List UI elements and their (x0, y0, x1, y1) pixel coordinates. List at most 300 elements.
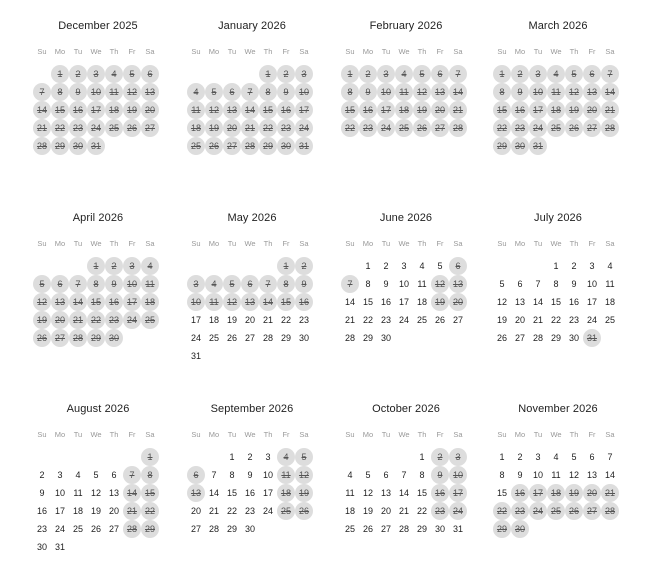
calendar-day[interactable]: 6 (111, 470, 117, 480)
calendar-day[interactable]: 16 (244, 488, 255, 498)
calendar-day-unavailable: 4 (277, 448, 295, 466)
weekday-label: We (550, 430, 562, 439)
calendar-day[interactable]: 25 (416, 315, 427, 325)
calendar-day[interactable]: 15 (496, 488, 507, 498)
calendar-day[interactable]: 23 (36, 524, 47, 534)
calendar-day-unavailable: 16 (359, 101, 377, 119)
calendar-day[interactable]: 13 (380, 488, 391, 498)
calendar-day[interactable]: 24 (54, 524, 65, 534)
calendar-day-unavailable: 7 (341, 275, 359, 293)
calendar-day[interactable]: 6 (589, 452, 595, 462)
calendar-day-unavailable: 7 (241, 83, 259, 101)
calendar-day[interactable]: 16 (568, 297, 579, 307)
weekday-label: Sa (145, 430, 155, 439)
calendar-day-unavailable: 27 (223, 137, 241, 155)
calendar-day[interactable]: 2 (247, 452, 253, 462)
calendar-day[interactable]: 29 (226, 524, 237, 534)
calendar-day[interactable]: 13 (514, 297, 525, 307)
calendar-day[interactable]: 20 (380, 506, 391, 516)
calendar-day[interactable]: 9 (39, 488, 45, 498)
calendar-day[interactable]: 10 (262, 470, 273, 480)
calendar-day[interactable]: 8 (229, 470, 235, 480)
calendar-day[interactable]: 26 (90, 524, 101, 534)
weekday-label: Tu (227, 47, 237, 56)
calendar-day[interactable]: 14 (398, 488, 409, 498)
calendar-day-unavailable: 5 (413, 65, 431, 83)
calendar-day-unavailable: 27 (583, 502, 601, 520)
calendar-day-unavailable: 2 (431, 448, 449, 466)
calendar-day[interactable]: 24 (190, 333, 201, 343)
calendar-day-unavailable: 1 (277, 257, 295, 275)
calendar-day[interactable]: 4 (607, 261, 613, 271)
calendar-day[interactable]: 7 (535, 279, 541, 289)
calendar-day[interactable]: 17 (262, 488, 273, 498)
calendar-day-unavailable: 5 (223, 275, 241, 293)
calendar-day[interactable]: 24 (262, 506, 273, 516)
calendar-day-unavailable: 21 (69, 311, 87, 329)
calendar-day[interactable]: 18 (416, 297, 427, 307)
calendar-day-unavailable: 16 (431, 484, 449, 502)
calendar-day-unavailable: 24 (449, 502, 467, 520)
calendar-day-unavailable: 18 (547, 484, 565, 502)
weekday-label: Tu (533, 47, 543, 56)
calendar-day-unavailable: 13 (449, 275, 467, 293)
calendar-day[interactable]: 5 (437, 261, 443, 271)
weekday-label: We (398, 430, 410, 439)
calendar-day[interactable]: 11 (417, 279, 427, 289)
calendar-day[interactable]: 22 (362, 315, 373, 325)
calendar-day[interactable]: 14 (532, 297, 543, 307)
calendar-day-unavailable: 19 (431, 293, 449, 311)
calendar-day[interactable]: 25 (208, 333, 219, 343)
weekday-label: Th (417, 239, 427, 248)
calendar-day-unavailable: 28 (449, 119, 467, 137)
calendar-day[interactable]: 31 (452, 524, 463, 534)
calendar-day-unavailable: 31 (295, 137, 313, 155)
calendar-day[interactable]: 25 (604, 315, 615, 325)
month-title: January 2026 (218, 20, 286, 32)
calendar-day-unavailable: 15 (259, 101, 277, 119)
weekday-label: We (550, 47, 562, 56)
calendar-day-unavailable: 13 (51, 293, 69, 311)
calendar-day-unavailable: 16 (69, 101, 87, 119)
weekday-label: Sa (453, 239, 463, 248)
calendar-day-unavailable: 23 (105, 311, 123, 329)
calendar-day[interactable]: 5 (365, 470, 371, 480)
calendar-day[interactable]: 2 (517, 452, 523, 462)
calendar-day[interactable]: 14 (208, 488, 219, 498)
calendar-day-unavailable: 22 (341, 119, 359, 137)
calendar-day-unavailable: 14 (123, 484, 141, 502)
calendar-day[interactable]: 4 (347, 470, 353, 480)
calendar-day-unavailable: 13 (223, 101, 241, 119)
calendar-day[interactable]: 21 (262, 315, 273, 325)
calendar-day[interactable]: 30 (434, 524, 445, 534)
weekday-label: Mo (54, 239, 66, 248)
calendar-day[interactable]: 4 (553, 452, 559, 462)
calendar-day[interactable]: 14 (344, 297, 355, 307)
calendar-day[interactable]: 27 (514, 333, 525, 343)
calendar-day[interactable]: 12 (90, 488, 101, 498)
calendar-day[interactable]: 22 (550, 315, 561, 325)
calendar-day[interactable]: 29 (280, 333, 291, 343)
calendar-day[interactable]: 21 (532, 315, 543, 325)
calendar-day[interactable]: 28 (532, 333, 543, 343)
calendar-day-unavailable: 18 (547, 101, 565, 119)
calendar-day[interactable]: 1 (419, 452, 425, 462)
calendar-day-unavailable: 21 (33, 119, 51, 137)
weekday-label: Mo (54, 47, 66, 56)
calendar-day-unavailable: 8 (87, 275, 105, 293)
calendar-day-unavailable: 9 (105, 275, 123, 293)
weekday-label: We (244, 47, 256, 56)
calendar-day[interactable]: 28 (398, 524, 409, 534)
calendar-day-unavailable: 13 (583, 83, 601, 101)
month-title: November 2026 (518, 403, 598, 415)
calendar-day[interactable]: 11 (605, 279, 615, 289)
calendar-day-unavailable: 30 (105, 329, 123, 347)
calendar-day-unavailable: 8 (277, 275, 295, 293)
calendar-day[interactable]: 15 (550, 297, 561, 307)
weekday-label: Tu (381, 239, 391, 248)
calendar-day-unavailable: 15 (141, 484, 159, 502)
calendar-day[interactable]: 15 (416, 488, 427, 498)
calendar-day[interactable]: 22 (226, 506, 237, 516)
calendar-day-unavailable: 19 (565, 101, 583, 119)
calendar-day-unavailable: 1 (51, 65, 69, 83)
calendar-day[interactable]: 19 (226, 315, 237, 325)
weekday-label: We (90, 430, 102, 439)
calendar-day-unavailable: 21 (123, 502, 141, 520)
calendar-day[interactable]: 12 (362, 488, 373, 498)
calendar-day[interactable]: 5 (499, 279, 505, 289)
calendar-day-unavailable: 12 (431, 275, 449, 293)
calendar-day[interactable]: 29 (362, 333, 373, 343)
calendar-day-unavailable: 2 (277, 65, 295, 83)
calendar-day-unavailable: 21 (449, 101, 467, 119)
calendar-day[interactable]: 8 (553, 279, 559, 289)
calendar-day[interactable]: 27 (380, 524, 391, 534)
calendar-day[interactable]: 20 (108, 506, 119, 516)
weekday-label: Su (497, 239, 507, 248)
calendar-day[interactable]: 24 (398, 315, 409, 325)
calendar-day-unavailable: 23 (431, 502, 449, 520)
calendar-day[interactable]: 1 (499, 452, 505, 462)
calendar-day-unavailable: 3 (87, 65, 105, 83)
calendar-day[interactable]: 21 (398, 506, 409, 516)
calendar-day[interactable]: 30 (568, 333, 579, 343)
calendar-day-unavailable: 29 (141, 520, 159, 538)
calendar-day-unavailable: 3 (123, 257, 141, 275)
calendar-day[interactable]: 30 (298, 333, 309, 343)
calendar-day-unavailable: 10 (295, 83, 313, 101)
calendar-day[interactable]: 5 (93, 470, 99, 480)
weekday-label: Mo (208, 239, 220, 248)
calendar-day[interactable]: 9 (383, 279, 389, 289)
calendar-day-unavailable: 10 (187, 293, 205, 311)
calendar-day-unavailable: 22 (87, 311, 105, 329)
calendar-day-unavailable: 22 (141, 502, 159, 520)
calendar-day[interactable]: 7 (401, 470, 407, 480)
calendar-day[interactable]: 30 (380, 333, 391, 343)
calendar-day-unavailable: 11 (277, 466, 295, 484)
calendar-day-unavailable: 2 (359, 65, 377, 83)
calendar-day[interactable]: 28 (344, 333, 355, 343)
calendar-day[interactable]: 7 (211, 470, 217, 480)
calendar-day-unavailable: 22 (493, 119, 511, 137)
calendar-day[interactable]: 20 (190, 506, 201, 516)
calendar-day[interactable]: 31 (54, 542, 65, 552)
calendar-day-unavailable: 10 (449, 466, 467, 484)
calendar-day-unavailable: 30 (277, 137, 295, 155)
weekday-label: Th (109, 430, 119, 439)
calendar-day-unavailable: 3 (187, 275, 205, 293)
calendar-day[interactable]: 30 (36, 542, 47, 552)
calendar-day[interactable]: 26 (226, 333, 237, 343)
calendar-day-unavailable: 15 (51, 101, 69, 119)
calendar-day[interactable]: 10 (586, 279, 597, 289)
calendar-day-unavailable: 1 (493, 65, 511, 83)
calendar-day[interactable]: 15 (362, 297, 373, 307)
calendar-day[interactable]: 8 (499, 470, 505, 480)
weekday-label: Su (497, 430, 507, 439)
calendar-day[interactable]: 23 (298, 315, 309, 325)
calendar-day-unavailable: 17 (377, 101, 395, 119)
calendar-day[interactable]: 18 (604, 297, 615, 307)
calendar-day-unavailable: 20 (449, 293, 467, 311)
month-title: May 2026 (227, 212, 277, 224)
calendar-day[interactable]: 17 (586, 297, 597, 307)
calendar-day-unavailable: 26 (33, 329, 51, 347)
calendar-day[interactable]: 29 (416, 524, 427, 534)
calendar-day[interactable]: 26 (362, 524, 373, 534)
calendar-day-unavailable: 11 (141, 275, 159, 293)
calendar-day-unavailable: 6 (431, 65, 449, 83)
calendar-day[interactable]: 30 (244, 524, 255, 534)
calendar-day[interactable]: 18 (344, 506, 355, 516)
calendar-day[interactable]: 25 (344, 524, 355, 534)
calendar-day-unavailable: 8 (341, 83, 359, 101)
calendar-day-unavailable: 7 (449, 65, 467, 83)
calendar-day-unavailable: 23 (69, 119, 87, 137)
calendar-day[interactable]: 26 (496, 333, 507, 343)
calendar-day[interactable]: 1 (365, 261, 371, 271)
month-title: September 2026 (210, 403, 294, 415)
weekday-label: Su (37, 239, 47, 248)
calendar-day-unavailable: 2 (69, 65, 87, 83)
calendar-day-unavailable: 14 (241, 101, 259, 119)
calendar-day[interactable]: 9 (517, 470, 523, 480)
calendar-day-unavailable: 31 (87, 137, 105, 155)
calendar-day-unavailable: 16 (105, 293, 123, 311)
calendar-day[interactable]: 25 (72, 524, 83, 534)
calendar-day[interactable]: 23 (244, 506, 255, 516)
weekday-label: Th (569, 430, 579, 439)
calendar-day[interactable]: 10 (398, 279, 409, 289)
calendar-day[interactable]: 3 (589, 261, 595, 271)
calendar-day[interactable]: 1 (553, 261, 559, 271)
calendar-day[interactable]: 21 (344, 315, 355, 325)
calendar-day-unavailable: 14 (449, 83, 467, 101)
calendar-day[interactable]: 18 (208, 315, 219, 325)
calendar-day[interactable]: 27 (244, 333, 255, 343)
weekday-label: We (398, 47, 410, 56)
calendar-day[interactable]: 4 (419, 261, 425, 271)
calendar-day[interactable]: 2 (383, 261, 389, 271)
weekday-label: Th (569, 239, 579, 248)
calendar-day[interactable]: 11 (73, 488, 83, 498)
weekday-label: Th (263, 47, 273, 56)
calendar-day-unavailable: 24 (87, 119, 105, 137)
weekday-label: Sa (453, 47, 463, 56)
weekday-label: Sa (605, 47, 615, 56)
calendar-day-unavailable: 19 (565, 484, 583, 502)
calendar-day[interactable]: 6 (517, 279, 523, 289)
calendar-day-unavailable: 25 (105, 119, 123, 137)
calendar-day-unavailable: 20 (583, 484, 601, 502)
calendar-day-unavailable: 29 (87, 329, 105, 347)
calendar-day-unavailable: 15 (341, 101, 359, 119)
calendar-day[interactable]: 21 (208, 506, 219, 516)
calendar-day[interactable]: 4 (75, 470, 81, 480)
calendar-day[interactable]: 17 (54, 506, 65, 516)
calendar-day[interactable]: 24 (586, 315, 597, 325)
calendar-day-unavailable: 22 (259, 119, 277, 137)
calendar-day-unavailable: 11 (105, 83, 123, 101)
calendar-day[interactable]: 22 (280, 315, 291, 325)
weekday-label: Su (191, 239, 201, 248)
calendar-day[interactable]: 20 (514, 315, 525, 325)
calendar-day[interactable]: 17 (398, 297, 409, 307)
calendar-day-unavailable: 25 (187, 137, 205, 155)
calendar-day[interactable]: 1 (229, 452, 235, 462)
calendar-day-unavailable: 4 (547, 65, 565, 83)
calendar-day-unavailable: 26 (295, 502, 313, 520)
calendar-day-unavailable: 28 (123, 520, 141, 538)
calendar-day-unavailable: 21 (241, 119, 259, 137)
calendar-day-unavailable: 9 (511, 83, 529, 101)
weekday-label: Mo (208, 47, 220, 56)
calendar-day-unavailable: 3 (295, 65, 313, 83)
weekday-label: Tu (73, 430, 83, 439)
calendar-day-unavailable: 13 (141, 83, 159, 101)
calendar-day[interactable]: 12 (568, 470, 579, 480)
calendar-day[interactable]: 19 (496, 315, 507, 325)
calendar-day[interactable]: 22 (416, 506, 427, 516)
calendar-day[interactable]: 9 (247, 470, 253, 480)
calendar-day[interactable]: 26 (434, 315, 445, 325)
calendar-day-unavailable: 4 (187, 83, 205, 101)
calendar-day-unavailable: 23 (277, 119, 295, 137)
calendar-day[interactable]: 28 (262, 333, 273, 343)
calendar-day[interactable]: 20 (244, 315, 255, 325)
calendar-day-unavailable: 6 (141, 65, 159, 83)
calendar-day[interactable]: 27 (452, 315, 463, 325)
calendar-day[interactable]: 13 (586, 470, 597, 480)
calendar-day[interactable]: 10 (54, 488, 65, 498)
calendar-day[interactable]: 19 (362, 506, 373, 516)
calendar-day-unavailable: 18 (395, 101, 413, 119)
calendar-day[interactable]: 7 (607, 452, 613, 462)
calendar-day-unavailable: 20 (51, 311, 69, 329)
calendar-day[interactable]: 8 (419, 470, 425, 480)
calendar-day-unavailable: 17 (123, 293, 141, 311)
weekday-label: Tu (73, 239, 83, 248)
calendar-day-unavailable: 5 (33, 275, 51, 293)
calendar-day[interactable]: 23 (568, 315, 579, 325)
calendar-day[interactable]: 31 (190, 351, 201, 361)
calendar-day-unavailable: 19 (205, 119, 223, 137)
calendar-day-unavailable: 23 (511, 502, 529, 520)
calendar-day[interactable]: 8 (365, 279, 371, 289)
calendar-day[interactable]: 3 (535, 452, 541, 462)
calendar-day[interactable]: 11 (345, 488, 355, 498)
calendar-day[interactable]: 2 (39, 470, 45, 480)
weekday-label: Sa (605, 430, 615, 439)
calendar-day[interactable]: 18 (72, 506, 83, 516)
calendar-day[interactable]: 29 (550, 333, 561, 343)
calendar-day[interactable]: 5 (571, 452, 577, 462)
weekday-label: Fr (282, 47, 290, 56)
calendar-day[interactable]: 11 (551, 470, 561, 480)
calendar-day-unavailable: 15 (87, 293, 105, 311)
calendar-day-unavailable: 4 (105, 65, 123, 83)
calendar-day-unavailable: 8 (141, 466, 159, 484)
calendar-day-unavailable: 24 (123, 311, 141, 329)
month-title: April 2026 (72, 212, 124, 224)
calendar-day[interactable]: 10 (532, 470, 543, 480)
calendar-day-unavailable: 2 (105, 257, 123, 275)
calendar-day[interactable]: 13 (108, 488, 119, 498)
calendar-day-unavailable: 11 (187, 101, 205, 119)
calendar-day-unavailable: 8 (51, 83, 69, 101)
weekday-label: Fr (436, 430, 444, 439)
calendar-day-unavailable: 19 (295, 484, 313, 502)
weekday-label: Sa (453, 430, 463, 439)
calendar-day-unavailable: 5 (565, 65, 583, 83)
calendar-day-unavailable: 11 (395, 83, 413, 101)
calendar-day[interactable]: 19 (90, 506, 101, 516)
calendar-day[interactable]: 16 (36, 506, 47, 516)
calendar-day[interactable]: 14 (604, 470, 615, 480)
calendar-day[interactable]: 27 (190, 524, 201, 534)
calendar-day[interactable]: 6 (383, 470, 389, 480)
calendar-day-unavailable: 20 (223, 119, 241, 137)
calendar-day[interactable]: 12 (496, 297, 507, 307)
calendar-day-unavailable: 18 (187, 119, 205, 137)
calendar-day-unavailable: 7 (259, 275, 277, 293)
calendar-day[interactable]: 16 (380, 297, 391, 307)
calendar-day-unavailable: 24 (295, 119, 313, 137)
weekday-label: Fr (128, 47, 136, 56)
calendar-day[interactable]: 27 (108, 524, 119, 534)
calendar-day[interactable]: 3 (401, 261, 407, 271)
calendar-day-unavailable: 14 (33, 101, 51, 119)
calendar-day[interactable]: 3 (265, 452, 271, 462)
calendar-day[interactable]: 23 (380, 315, 391, 325)
calendar-day-unavailable: 27 (141, 119, 159, 137)
calendar-day[interactable]: 17 (190, 315, 201, 325)
calendar-day[interactable]: 15 (226, 488, 237, 498)
calendar-day[interactable]: 9 (571, 279, 577, 289)
calendar-day-unavailable: 3 (377, 65, 395, 83)
calendar-day-unavailable: 10 (377, 83, 395, 101)
weekday-label: Su (37, 47, 47, 56)
calendar-day[interactable]: 3 (57, 470, 63, 480)
calendar-day[interactable]: 2 (571, 261, 577, 271)
calendar-day-unavailable: 28 (69, 329, 87, 347)
calendar-day[interactable]: 28 (208, 524, 219, 534)
